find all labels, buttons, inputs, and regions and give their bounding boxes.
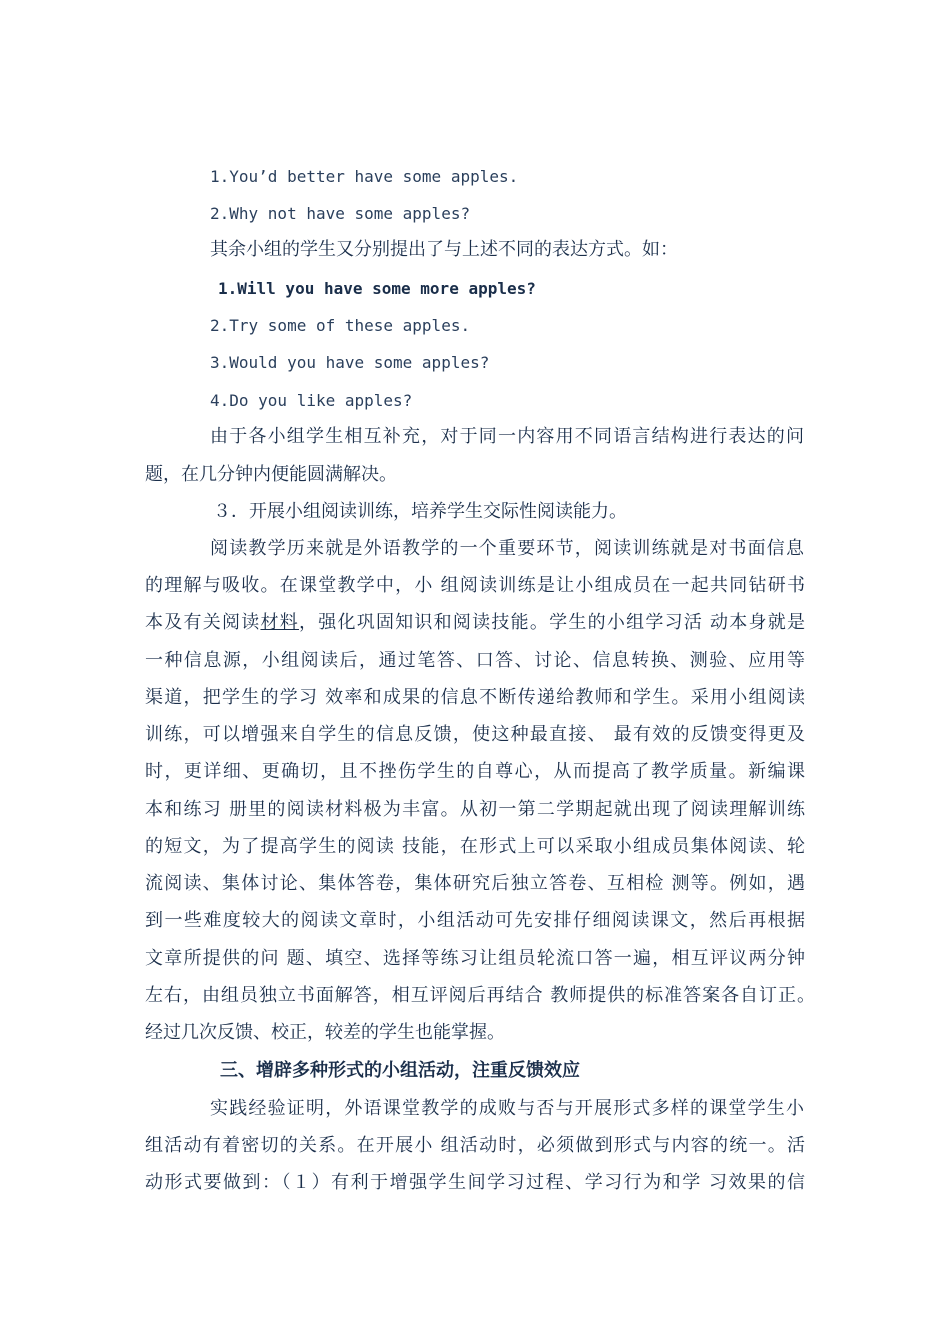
paragraph-line: 左右，由组员独立书面解答，相互评阅后再结合 教师提供的标准答案各自订正。	[145, 985, 815, 1006]
text-segment: ，强化巩固知识和阅读技能。学生的小组学习活 动本身就是	[298, 612, 806, 633]
paragraph-line: 题，在几分钟内便能圆满解决。	[145, 464, 397, 485]
text-segment: 本及有关阅读	[145, 612, 261, 633]
paragraph-line: 的短文，为了提高学生的阅读 技能，在形式上可以采取小组成员集体阅读、轮	[145, 836, 805, 857]
example-sentence: 2.Why not have some apples?	[210, 204, 471, 223]
paragraph-line: 动形式要做到：（１）有利于增强学生间学习过程、学习行为和学 习效果的信	[145, 1172, 805, 1193]
section-heading: 三、增辟多种形式的小组活动，注重反馈效应	[220, 1060, 580, 1081]
example-sentence: 4.Do you like apples?	[210, 391, 413, 410]
paragraph-line: 文章所提供的问 题、填空、选择等练习让组员轮流口答一遍，相互评议两分钟	[145, 948, 805, 969]
paragraph-line: 时，更详细、更确切，且不挫伤学生的自尊心，从而提高了教学质量。新编课	[145, 761, 805, 782]
paragraph-line: 经过几次反馈、校正，较差的学生也能掌握。	[145, 1022, 505, 1043]
paragraph-line: 训练，可以增强来自学生的信息反馈，使这种最直接、 最有效的反馈变得更及	[145, 724, 805, 745]
example-sentence: 2.Try some of these apples.	[210, 316, 471, 335]
paragraph-line: 到一些难度较大的阅读文章时，小组活动可先安排仔细阅读课文，然后再根据	[145, 910, 805, 931]
paragraph-line: 流阅读、集体讨论、集体答卷，集体研究后独立答卷、互相检 测等。例如，遇	[145, 873, 805, 894]
example-sentence-bold: 1.Will you have some more apples?	[218, 279, 536, 298]
example-sentence: 1.You’d better have some apples.	[210, 167, 519, 186]
paragraph-line: 阅读教学历来就是外语教学的一个重要环节，阅读训练就是对书面信息	[210, 538, 804, 559]
paragraph-line: 一种信息源，小组阅读后，通过笔答、口答、讨论、信息转换、测验、应用等	[145, 650, 805, 671]
paragraph-line: 由于各小组学生相互补充，对于同一内容用不同语言结构进行表达的问	[210, 426, 804, 447]
paragraph-line: 的理解与吸收。在课堂教学中，小 组阅读训练是让小组成员在一起共同钻研书	[145, 575, 805, 596]
paragraph-line: 组活动有着密切的关系。在开展小 组活动时，必须做到形式与内容的统一。活	[145, 1135, 805, 1156]
paragraph-line: 渠道，把学生的学习 效率和成果的信息不断传递给教师和学生。采用小组阅读	[145, 687, 805, 708]
example-sentence: 3.Would you have some apples?	[210, 353, 490, 372]
section-title: ３．开展小组阅读训练，培养学生交际性阅读能力。	[213, 501, 627, 522]
material-link[interactable]: 材料	[260, 612, 299, 633]
paragraph-line: 本和练习 册里的阅读材料极为丰富。从初一第二学期起就出现了阅读理解训练	[145, 799, 805, 820]
intro-text: 其余小组的学生又分别提出了与上述不同的表达方式。如：	[210, 239, 678, 260]
paragraph-line: 实践经验证明，外语课堂教学的成败与否与开展形式多样的课堂学生小	[210, 1098, 804, 1119]
paragraph-line	[145, 611, 805, 635]
